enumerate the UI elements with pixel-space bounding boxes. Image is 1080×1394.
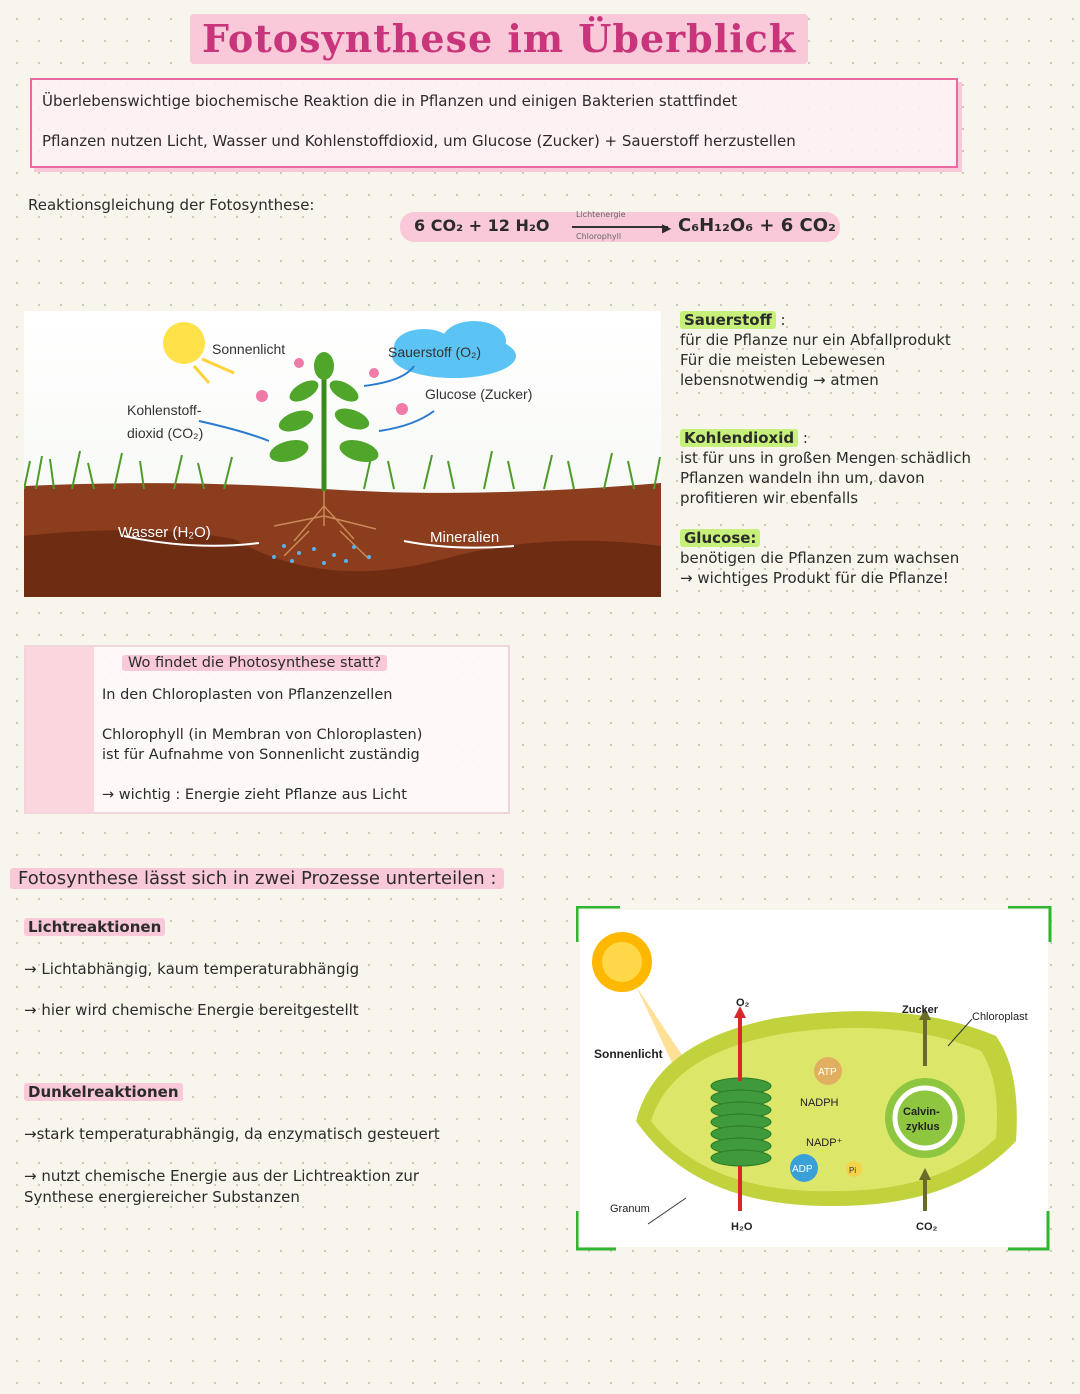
processes-title: Fotosynthese lässt sich in zwei Prozesse unterteilen :	[10, 868, 504, 889]
note-oxygen: Sauerstoff : für die Pflanze nur ein Abfallprodukt Für die meisten Lebewesen lebensnotwendig → atmen	[680, 311, 951, 389]
label-calvin-1: Calvin-	[903, 1106, 940, 1118]
light-reactions-item: → hier wird chemische Energie bereitgestellt	[24, 1001, 359, 1019]
plant-illustration	[24, 311, 661, 597]
where-box	[24, 645, 510, 814]
equation-reactants: 6 CO₂ + 12 H₂O	[414, 216, 550, 235]
note-co2-head: Kohlendioxid	[680, 429, 798, 447]
dark-reactions-item: → nutzt chemische Energie aus der Lichtreaktion zur	[24, 1167, 420, 1185]
where-important: → wichtig : Energie zieht Pflanze aus Licht	[102, 787, 407, 803]
label-water: Wasser (H₂O)	[118, 524, 211, 541]
sun-icon	[163, 322, 205, 364]
label-granum: Granum	[610, 1203, 650, 1215]
reaction-arrow	[572, 226, 668, 228]
equation-products: C₆H₁₂O₆ + 6 CO₂	[678, 215, 836, 236]
note-oxygen-head: Sauerstoff	[680, 311, 776, 329]
label-co2-line2: dioxid (CO₂)	[127, 425, 204, 441]
chloroplast-diagram	[576, 906, 1052, 1251]
label-co2: CO₂	[916, 1221, 938, 1233]
intro-box	[30, 78, 958, 168]
note-oxygen-line: lebensnotwendig → atmen	[680, 371, 879, 389]
dark-reactions-item: Synthese energiereicher Substanzen	[24, 1188, 300, 1206]
note-glucose-head: Glucose:	[680, 529, 760, 547]
page-title: Fotosynthese im Überblick	[190, 14, 808, 64]
label-pi: Pi	[849, 1166, 857, 1175]
intro-line-1: Überlebenswichtige biochemische Reaktion die in Pflanzen und einigen Bakterien stattfindet	[42, 92, 738, 110]
equation-condition-light: Lichtenergie	[576, 210, 626, 219]
chlorophyll-line-1: Chlorophyll (in Membran von Chloroplasten)	[102, 727, 423, 743]
label-adp: ADP	[792, 1164, 813, 1175]
label-calvin-2: zyklus	[906, 1121, 940, 1133]
where-question: Wo findet die Photosynthese statt?	[122, 655, 387, 671]
label-sugar: Zucker	[902, 1004, 939, 1016]
label-o2: O₂	[736, 997, 750, 1009]
equation-label: Reaktionsgleichung der Fotosynthese:	[28, 196, 315, 214]
note-co2-line: profitieren wir ebenfalls	[680, 489, 859, 507]
arrowhead-icon: ▶	[662, 221, 672, 235]
note-co2: Kohlendioxid : ist für uns in großen Mengen schädlich Pflanzen wandeln ihn um, davon profitieren wir ebenfalls	[680, 429, 971, 507]
box-accent-strip	[26, 647, 94, 812]
dark-reactions-item: →stark temperaturabhängig, da enzymatisch gesteuert	[24, 1125, 440, 1143]
label-atp: ATP	[818, 1067, 837, 1078]
chlorophyll-line-2: ist für Aufnahme von Sonnenlicht zuständig	[102, 747, 420, 763]
intro-line-2: Pflanzen nutzen Licht, Wasser und Kohlenstoffdioxid, um Glucose (Zucker) + Sauerstoff herzustellen	[42, 132, 796, 150]
equation-condition-chlorophyll: Chlorophyll	[576, 232, 622, 241]
note-glucose	[680, 528, 959, 588]
note-oxygen-line: Für die meisten Lebewesen	[680, 351, 886, 369]
light-reactions-item: → Lichtabhängig, kaum temperaturabhängig	[24, 960, 360, 978]
label-glucose: Glucose (Zucker)	[425, 386, 533, 402]
plant-diagram	[24, 311, 661, 597]
note-co2-line: ist für uns in großen Mengen schädlich	[680, 449, 971, 467]
label-co2-line1: Kohlenstoff-	[127, 402, 202, 418]
note-co2-line: Pflanzen wandeln ihn um, davon	[680, 469, 925, 487]
note-oxygen-line: für die Pflanze nur ein Abfallprodukt	[680, 331, 951, 349]
note-glucose-line: → wichtiges Produkt für die Pflanze!	[680, 569, 949, 587]
label-h2o: H₂O	[731, 1221, 753, 1233]
where-answer: In den Chloroplasten von Pflanzenzellen	[102, 687, 393, 703]
dark-reactions-head: Dunkelreaktionen	[24, 1083, 183, 1101]
equation	[400, 212, 840, 242]
label-sunlight: Sonnenlicht	[594, 1047, 663, 1061]
label-minerals: Mineralien	[430, 529, 500, 546]
label-oxygen: Sauerstoff (O₂)	[388, 344, 482, 360]
label-nadp: NADP⁺	[806, 1137, 843, 1149]
chloroplast-illustration	[576, 906, 1052, 1251]
note-glucose-line: benötigen die Pflanzen zum wachsen	[680, 549, 960, 567]
label-chloroplast: Chloroplast	[972, 1011, 1028, 1023]
label-nadph: NADPH	[800, 1097, 839, 1109]
light-reactions-head: Lichtreaktionen	[24, 918, 165, 936]
label-sunlight: Sonnenlicht	[212, 341, 286, 357]
